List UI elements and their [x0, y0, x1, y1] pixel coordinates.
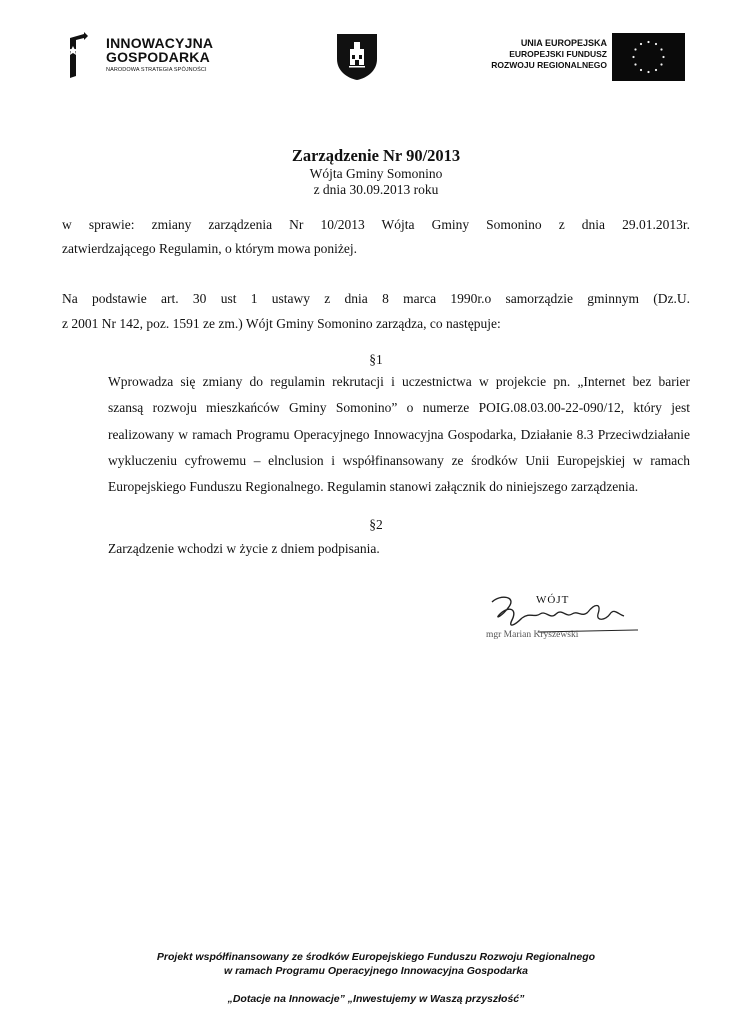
- ig-flag-icon: [68, 30, 94, 80]
- legal-basis-line-1: Na podstawie art. 30 ust 1 ustawy z dnia 8 marca 1990r.o samorządzie gminnym (Dz.U.: [62, 291, 690, 306]
- footer-line-2: w ramach Programu Operacyjnego Innowacyjna Gospodarka: [223, 965, 528, 977]
- document-title-block: [0, 146, 752, 198]
- stamp-title: WÓJT: [536, 594, 570, 606]
- handwritten-signature: [478, 592, 648, 652]
- footer-slogan: „Dotacje na Innowacje” „Inwestujemy w Waszą przyszłość”: [227, 993, 525, 1005]
- eu-text-line2: EUROPEJSKI FUNDUSZ: [509, 49, 607, 59]
- eu-text-line1: UNIA EUROPEJSKA: [520, 38, 607, 48]
- ig-name: [106, 36, 213, 64]
- section-1-line-3: realizowany w ramach Programu Operacyjnego Innowacyjna Gospodarka, Działanie 8.3 Przeciwdziałanie: [108, 427, 690, 442]
- legal-basis-line-2: z 2001 Nr 142, poz. 1591 ze zm.) Wójt Gminy Somonino zarządza, co następuje:: [62, 316, 501, 331]
- footer-line-1: Projekt współfinansowany ze środków Europejskiego Funduszu Rozwoju Regionalnego: [156, 951, 596, 963]
- innowacyjna-gospodarka-logo: [68, 30, 238, 82]
- eu-flag-icon: [612, 33, 685, 81]
- document-date: z dnia 30.09.2013 roku: [313, 182, 439, 197]
- section-1-line-5: Europejskiego Funduszu Regionalnego. Regulamin stanowi załącznik do niniejszego zarządzenia.: [108, 479, 639, 494]
- section-1-mark: §1: [369, 352, 383, 367]
- section-1-line-1: Wprowadza się zmiany do regulamin rekrutacji i uczestnictwa w projekcie pn. „Internet bez barier: [108, 374, 690, 389]
- section-2-text: Zarządzenie wchodzi w życie z dniem podpisania.: [108, 541, 380, 556]
- stamp-name: mgr Marian Kryszewski: [486, 630, 579, 640]
- section-1-line-4: wykluczeniu cyfrowemu – elnclusion i współfinansowany ze środków Unii Europejskiej w ramach: [108, 453, 690, 468]
- eu-text-line3: ROZWOJU REGIONALNEGO: [491, 60, 607, 70]
- eu-logo-text: [491, 38, 607, 71]
- document-title: Zarządzenie Nr 90/2013: [291, 146, 461, 165]
- section-2-mark: §2: [369, 517, 383, 532]
- coat-of-arms-icon: [336, 33, 378, 81]
- signature-stamp: [478, 592, 648, 662]
- ig-name-line2: GOSPODARKA: [106, 49, 210, 65]
- section-1-line-2: szansą rozwoju mieszkańców Gminy Somonino” o numerze POIG.08.03.00-22-090/12, który jest: [108, 400, 690, 415]
- ig-tagline: NARODOWA STRATEGIA SPÓJNOŚCI: [106, 67, 207, 73]
- document-issuer: Wójta Gminy Somonino: [309, 166, 443, 181]
- ig-name-line1: INNOWACYJNA: [106, 35, 214, 51]
- subject-line-1: w sprawie: zmiany zarządzenia Nr 10/2013 Wójta Gminy Somonino z dnia 29.01.2013r.: [62, 217, 690, 232]
- subject-line-2: zatwierdzającego Regulamin, o którym mowa poniżej.: [62, 241, 358, 256]
